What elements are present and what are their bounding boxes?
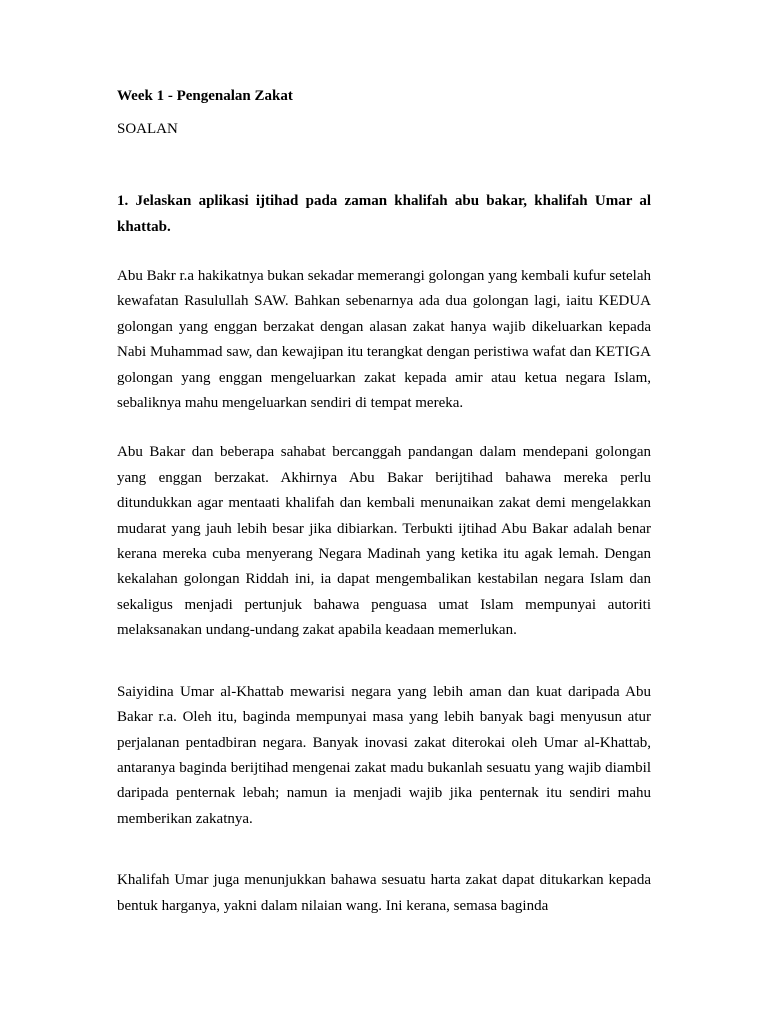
document-body (117, 84, 651, 919)
section-label: SOALAN (117, 121, 178, 137)
paragraph-abu-bakar-ijtihad: Abu Bakar dan beberapa sahabat bercanggah pandangan dalam mendepani golongan yang enggan berzakat. Akhirnya Abu Bakar berijtihad bahawa mereka perlu ditundukkan agar mentaati khalifah dan kembali menunaikan zakat demi mengelakkan mudarat yang jauh lebih besar jika dibiarkan. Terbukti ijtihad Abu Bakar adalah benar kerana mereka cuba menyerang Negara Madinah yang ketika itu agak lemah. Dengan kekalahan golongan Riddah ini, ia dapat mengembalikan kestabilan negara Islam dan sekaligus menjadi pertunjuk bahawa penguasa umat Islam mempunyai autoriti melaksanakan undang-undang zakat apabila keadaan memerlukan. (117, 444, 651, 639)
paragraph-umar-value-exchange: Khalifah Umar juga menunjukkan bahawa sesuatu harta zakat dapat ditukarkan kepada bentuk harganya, yakni dalam nilaian wang. Ini kerana, semasa baginda (117, 872, 651, 914)
question-text: 1. Jelaskan aplikasi ijtihad pada zaman khalifah abu bakar, khalifah Umar al khattab. (117, 193, 651, 235)
paragraph-umar-innovation: Saiyidina Umar al-Khattab mewarisi negara yang lebih aman dan kuat daripada Abu Bakar r.a. Oleh itu, baginda mempunyai masa yang lebih banyak bagi menyusun atur perjalanan pentadbiran negara. Banyak inovasi zakat diterokai oleh Umar al-Khattab, antaranya baginda berijtihad mengenai zakat madu bukanlah sesuatu yang wajib diambil daripada penternak lebah; namun ia menjadi wajib jika penternak itu sendiri mahu memberikan zakatnya. (117, 683, 651, 827)
document-title: Week 1 - Pengenalan Zakat (117, 88, 293, 104)
paragraph-abu-bakr-groups: Abu Bakr r.a hakikatnya bukan sekadar memerangi golongan yang kembali kufur setelah kewafatan Rasulullah SAW. Bahkan sebenarnya ada dua golongan lagi, iaitu KEDUA golongan yang enggan berzakat dengan alasan zakat hanya wajib dikeluarkan kepada Nabi Muhammad saw, dan kewajipan itu terangkat dengan peristiwa wafat dan KETIGA golongan yang enggan mengeluarkan zakat kepada amir atau ketua negara Islam, sebaliknya mahu mengeluarkan sendiri di tempat mereka. (117, 268, 651, 412)
